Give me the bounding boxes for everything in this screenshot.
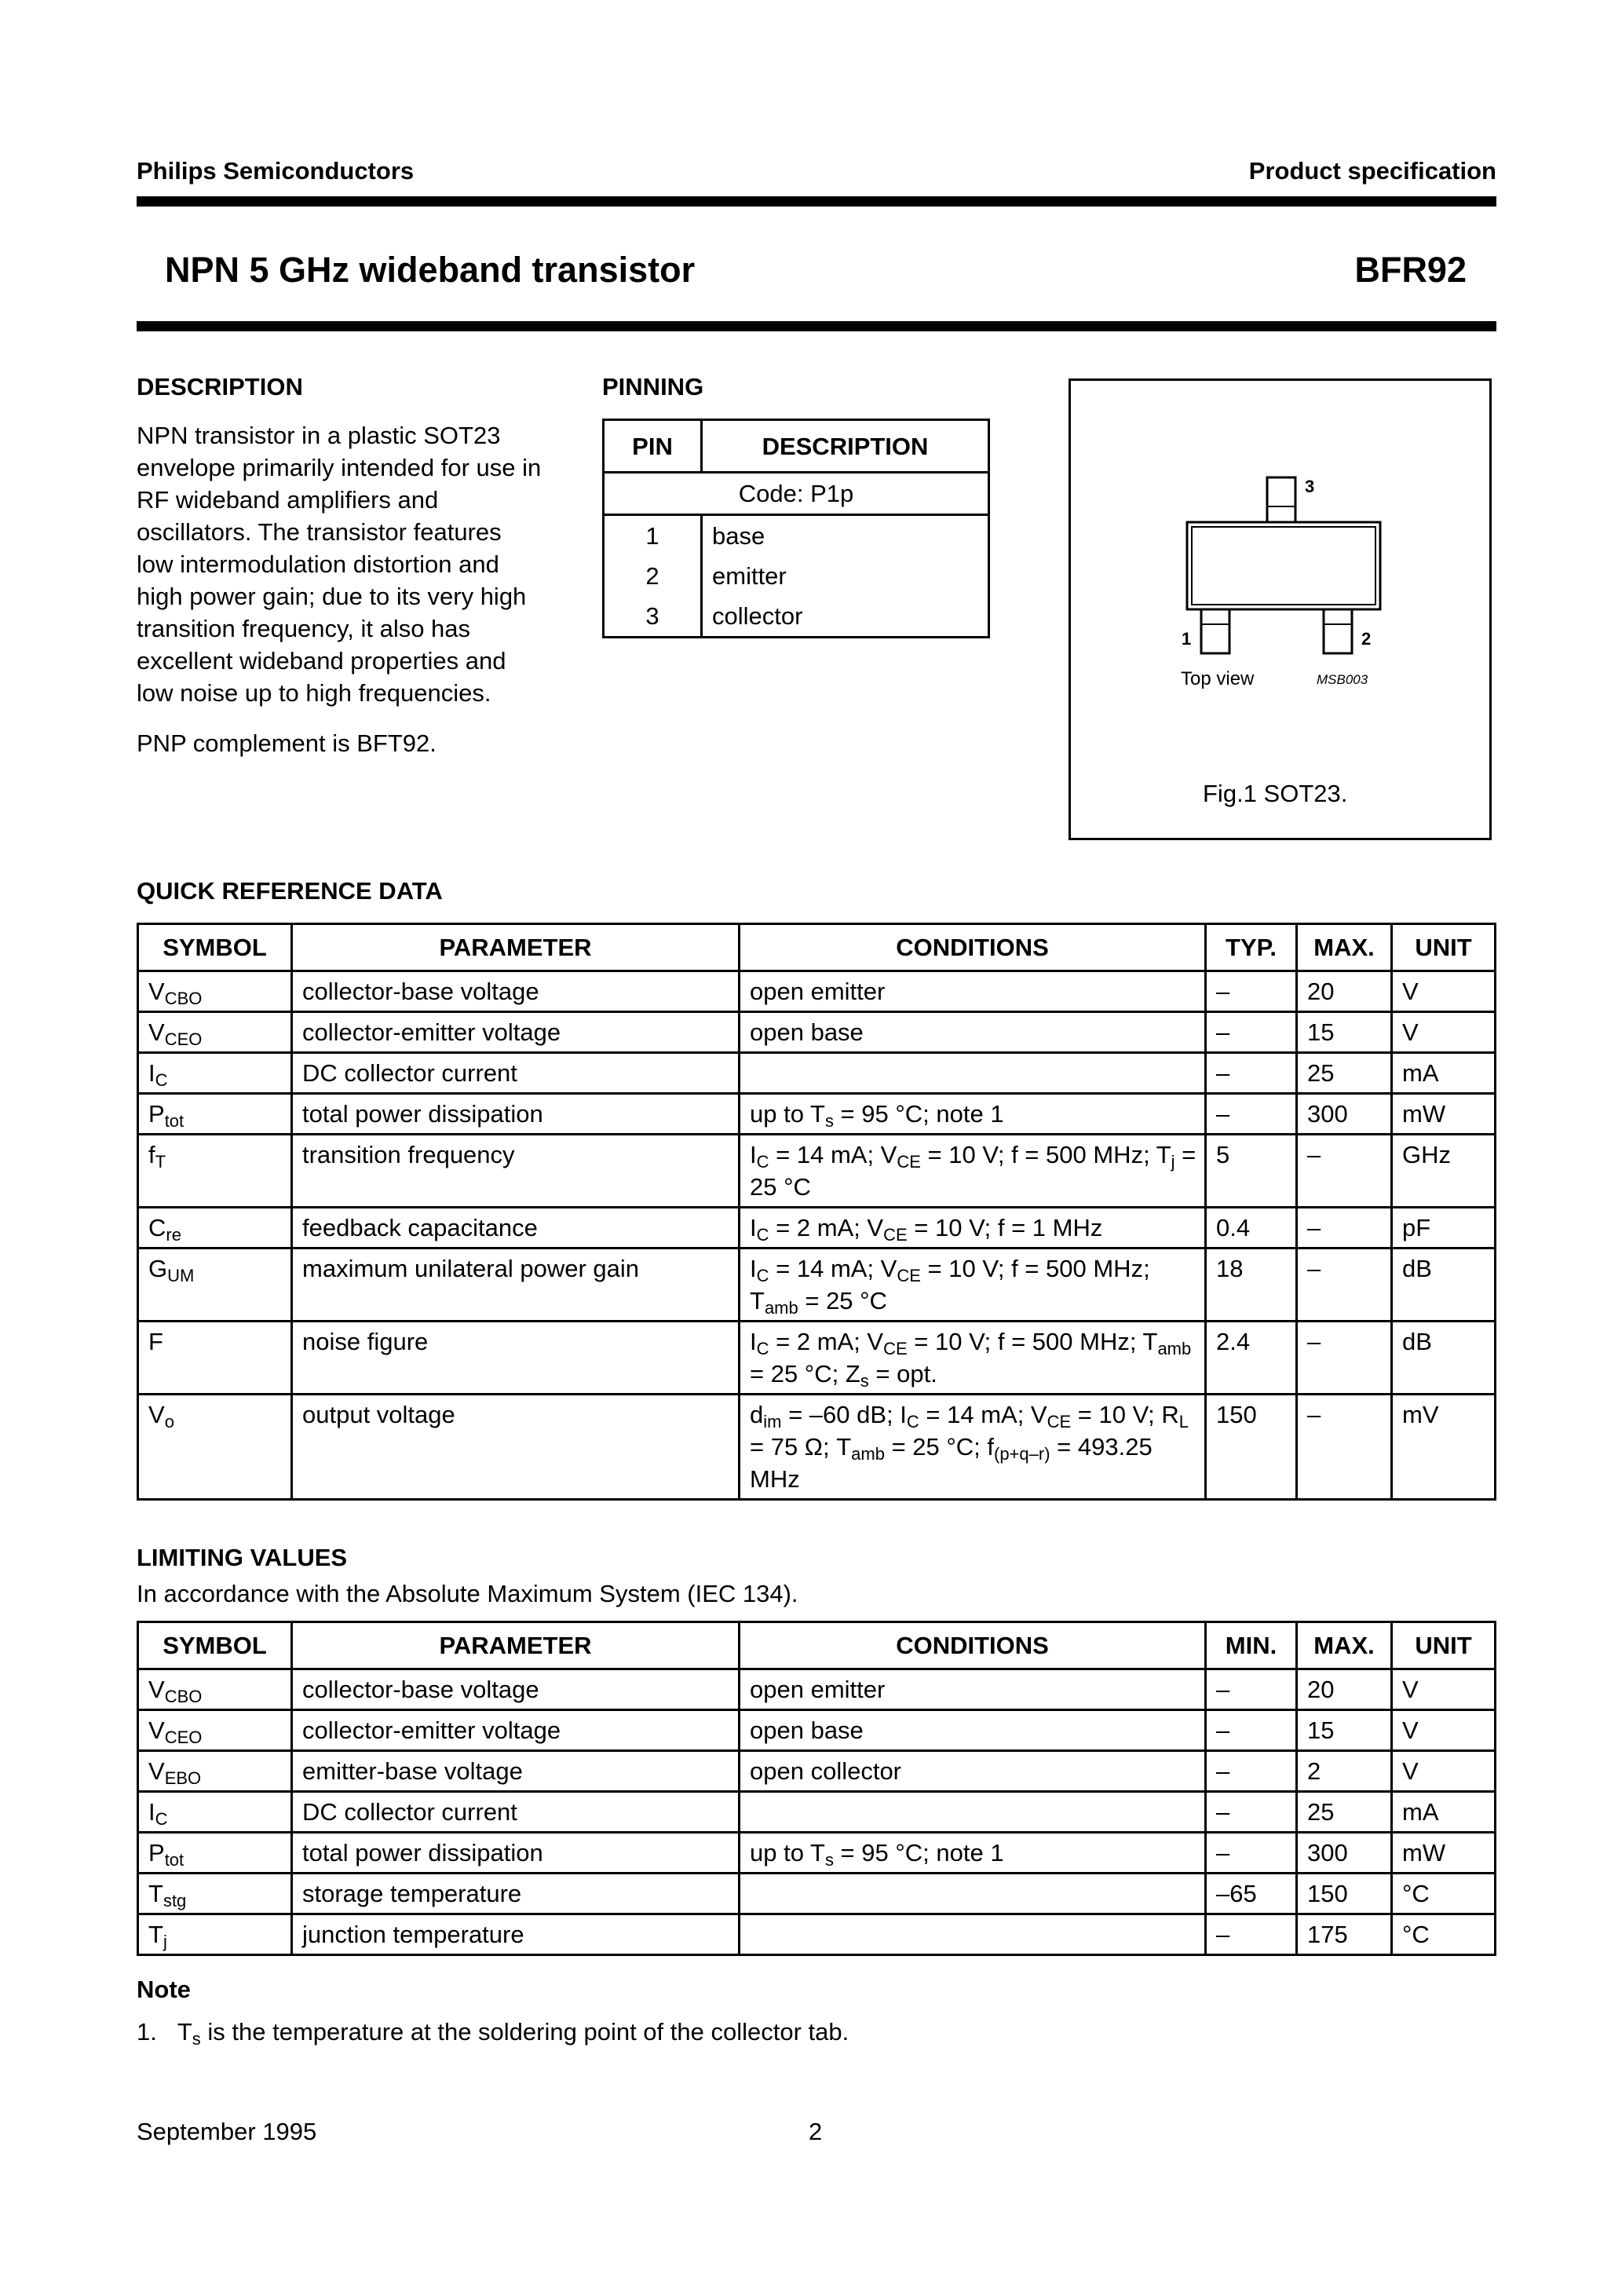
figure-code: MSB003 xyxy=(1317,672,1368,687)
symbol-cell xyxy=(138,1669,292,1710)
pin3-label: 3 xyxy=(1305,477,1315,496)
parameter-cell: DC collector current xyxy=(292,1053,740,1094)
symbol-letter: T xyxy=(148,1880,163,1907)
max-cell: – xyxy=(1297,1395,1392,1500)
symbol-cell xyxy=(138,1094,292,1135)
conditions-cell: up to $T_s = 95$ °C; note 1 xyxy=(740,1094,1206,1135)
description-line: low intermodulation distortion and xyxy=(137,550,499,578)
description-line: excellent wideband properties and xyxy=(137,647,506,675)
parameter-cell: output voltage xyxy=(292,1395,740,1500)
table-row xyxy=(138,1751,1496,1792)
symbol-cell xyxy=(138,1208,292,1249)
unit-cell: V xyxy=(1392,1751,1496,1792)
conditions-cell: $d_{im} = -60$ dB; $I_C = 14$ mA; $V_{CE} = 10$ V; $R_L = 75$ Ω; $T_{amb} = 25$ °C; $f_{(p+q-r)} = 493.25$ MHz xyxy=(740,1395,1206,1500)
table-row xyxy=(138,1135,1496,1208)
figure-caption: Fig.1 SOT23. xyxy=(1203,780,1348,807)
description-col-header: DESCRIPTION xyxy=(702,420,989,473)
pin-description: base xyxy=(702,515,989,557)
typ-col-header: TYP. xyxy=(1206,924,1297,971)
parameter-cell: maximum unilateral power gain xyxy=(292,1249,740,1322)
table-row xyxy=(138,1792,1496,1833)
pinning-code: Code: P1p xyxy=(604,473,989,515)
symbol-letter: F xyxy=(148,1328,163,1355)
max-col-header: MAX. xyxy=(1297,1622,1392,1669)
description-line: high power gain; due to its very high xyxy=(137,583,527,610)
header-rule xyxy=(137,196,1496,207)
symbol-col-header: SYMBOL xyxy=(138,924,292,971)
unit-col-header: UNIT xyxy=(1392,924,1496,971)
page-number: 2 xyxy=(809,2118,823,2145)
doc-type: Product specification xyxy=(1248,157,1496,185)
note-symbol-sub: s xyxy=(192,2029,201,2049)
unit-cell: °C xyxy=(1392,1914,1496,1955)
symbol-subscript: CBO xyxy=(164,1687,203,1706)
max-cell: 15 xyxy=(1297,1012,1392,1053)
min-col-header: MIN. xyxy=(1206,1622,1297,1669)
pin-description: collector xyxy=(702,596,989,638)
symbol-cell xyxy=(138,1792,292,1833)
symbol-subscript: T xyxy=(155,1152,166,1172)
parameter-col-header: PARAMETER xyxy=(292,1622,740,1669)
quick-ref-heading: QUICK REFERENCE DATA xyxy=(137,877,443,905)
unit-cell: V xyxy=(1392,971,1496,1012)
conditions-cell: open base xyxy=(740,1710,1206,1751)
note-heading: Note xyxy=(137,1976,191,2003)
conditions-cell: $I_C = 14$ mA; $V_{CE} = 10$ V; f = 500 MHz; $T_j = 25$ °C xyxy=(740,1135,1206,1208)
table-row xyxy=(138,1833,1496,1874)
max-cell: 15 xyxy=(1297,1710,1392,1751)
max-cell: 2 xyxy=(1297,1751,1392,1792)
symbol-cell xyxy=(138,1012,292,1053)
description-line: transition frequency, it also has xyxy=(137,615,471,642)
description-line: oscillators. The transistor features xyxy=(137,518,502,546)
description-line: RF wideband amplifiers and xyxy=(137,486,439,514)
max-cell: – xyxy=(1297,1135,1392,1208)
parameter-cell: transition frequency xyxy=(292,1135,740,1208)
symbol-letter: T xyxy=(148,1921,163,1948)
parameter-cell: DC collector current xyxy=(292,1792,740,1833)
symbol-letter: P xyxy=(148,1100,165,1128)
pin-col-header: PIN xyxy=(604,420,702,473)
symbol-cell xyxy=(138,1249,292,1322)
symbol-letter: V xyxy=(148,1717,165,1744)
note-symbol: T xyxy=(177,2018,192,2046)
pin-number: 3 xyxy=(604,596,702,638)
conditions-cell: open base xyxy=(740,1012,1206,1053)
note-item xyxy=(137,2016,849,2048)
min-cell: – xyxy=(1206,1669,1297,1710)
symbol-subscript: CBO xyxy=(164,989,203,1008)
symbol-letter: G xyxy=(148,1255,168,1282)
symbol-letter: V xyxy=(148,1018,165,1046)
unit-cell: mW xyxy=(1392,1094,1496,1135)
symbol-cell xyxy=(138,1874,292,1914)
conditions-cell xyxy=(740,1792,1206,1833)
complement-note: PNP complement is BFT92. xyxy=(137,729,437,757)
unit-cell: mA xyxy=(1392,1053,1496,1094)
product-title: NPN 5 GHz wideband transistor xyxy=(165,250,696,290)
table-row xyxy=(138,1669,1496,1710)
symbol-subscript: CEO xyxy=(164,1029,203,1049)
unit-cell: mA xyxy=(1392,1792,1496,1833)
symbol-subscript: EBO xyxy=(164,1768,202,1788)
max-cell: 175 xyxy=(1297,1914,1392,1955)
parameter-cell: noise figure xyxy=(292,1322,740,1395)
symbol-cell xyxy=(138,1751,292,1792)
table-row xyxy=(138,1710,1496,1751)
parameter-cell: junction temperature xyxy=(292,1914,740,1955)
table-row xyxy=(138,1395,1496,1500)
symbol-subscript: o xyxy=(164,1412,174,1431)
pin-number: 2 xyxy=(604,556,702,596)
symbol-cell xyxy=(138,1914,292,1955)
symbol-subscript: j xyxy=(163,1932,167,1951)
typ-cell: – xyxy=(1206,1094,1297,1135)
typ-cell: – xyxy=(1206,971,1297,1012)
min-cell: – xyxy=(1206,1833,1297,1874)
parameter-cell: total power dissipation xyxy=(292,1094,740,1135)
table-row xyxy=(138,1012,1496,1053)
symbol-cell xyxy=(138,971,292,1012)
unit-cell: V xyxy=(1392,1012,1496,1053)
pin-row xyxy=(604,515,989,557)
min-cell: – xyxy=(1206,1710,1297,1751)
table-row xyxy=(138,1914,1496,1955)
typ-cell: 2.4 xyxy=(1206,1322,1297,1395)
symbol-cell xyxy=(138,1833,292,1874)
limiting-table xyxy=(137,1621,1496,1956)
min-cell: – xyxy=(1206,1751,1297,1792)
min-cell: – xyxy=(1206,1914,1297,1955)
max-cell: 25 xyxy=(1297,1053,1392,1094)
symbol-subscript: C xyxy=(155,1809,168,1829)
conditions-cell: open collector xyxy=(740,1751,1206,1792)
typ-cell: – xyxy=(1206,1053,1297,1094)
symbol-subscript: tot xyxy=(164,1850,184,1870)
max-cell: 150 xyxy=(1297,1874,1392,1914)
unit-cell: °C xyxy=(1392,1874,1496,1914)
symbol-letter: V xyxy=(148,1757,165,1785)
conditions-cell xyxy=(740,1874,1206,1914)
unit-cell: pF xyxy=(1392,1208,1496,1249)
description-text xyxy=(137,419,576,709)
limiting-intro: In accordance with the Absolute Maximum System (IEC 134). xyxy=(137,1580,798,1607)
parameter-cell: collector-base voltage xyxy=(292,971,740,1012)
min-cell: –65 xyxy=(1206,1874,1297,1914)
max-cell: 300 xyxy=(1297,1833,1392,1874)
parameter-cell: total power dissipation xyxy=(292,1833,740,1874)
max-cell: – xyxy=(1297,1208,1392,1249)
description-heading: DESCRIPTION xyxy=(137,373,303,400)
table-row xyxy=(138,1053,1496,1094)
conditions-cell: $I_C = 2$ mA; $V_{CE} = 10$ V; f = 500 MHz; $T_{amb} = 25$ °C; $Z_s$ = opt. xyxy=(740,1322,1206,1395)
parameter-cell: collector-emitter voltage xyxy=(292,1710,740,1751)
quick-ref-table xyxy=(137,923,1496,1501)
conditions-cell: $I_C = 2$ mA; $V_{CE} = 10$ V; f = 1 MHz xyxy=(740,1208,1206,1249)
sot23-figure xyxy=(1069,378,1492,840)
company-name: Philips Semiconductors xyxy=(137,157,415,185)
pin1-label: 1 xyxy=(1182,629,1192,649)
conditions-col-header: CONDITIONS xyxy=(740,924,1206,971)
symbol-subscript: stg xyxy=(163,1891,187,1910)
pin-row xyxy=(604,556,989,596)
symbol-cell xyxy=(138,1710,292,1751)
description-line: low noise up to high frequencies. xyxy=(137,679,491,707)
unit-cell: dB xyxy=(1392,1249,1496,1322)
max-cell: 20 xyxy=(1297,971,1392,1012)
top-view-label: Top view xyxy=(1181,668,1255,689)
max-col-header: MAX. xyxy=(1297,924,1392,971)
note-number: 1. xyxy=(137,2018,157,2046)
limiting-heading: LIMITING VALUES xyxy=(137,1544,348,1571)
title-rule xyxy=(137,321,1496,331)
symbol-letter: V xyxy=(148,1401,165,1428)
pinning-table xyxy=(602,419,990,638)
table-row xyxy=(138,1208,1496,1249)
parameter-col-header: PARAMETER xyxy=(292,924,740,971)
conditions-cell: open emitter xyxy=(740,971,1206,1012)
pin-row xyxy=(604,596,989,638)
unit-cell: V xyxy=(1392,1669,1496,1710)
symbol-cell xyxy=(138,1053,292,1094)
typ-cell: 150 xyxy=(1206,1395,1297,1500)
max-cell: 20 xyxy=(1297,1669,1392,1710)
table-row xyxy=(138,1094,1496,1135)
conditions-cell: $I_C = 14$ mA; $V_{CE} = 10$ V; f = 500 MHz; $T_{amb} = 25$ °C xyxy=(740,1249,1206,1322)
symbol-letter: V xyxy=(148,978,165,1005)
typ-cell: – xyxy=(1206,1012,1297,1053)
conditions-cell: open emitter xyxy=(740,1669,1206,1710)
pin-number: 1 xyxy=(604,515,702,557)
symbol-cell xyxy=(138,1135,292,1208)
symbol-letter: V xyxy=(148,1676,165,1703)
parameter-cell: storage temperature xyxy=(292,1874,740,1914)
parameter-cell: emitter-base voltage xyxy=(292,1751,740,1792)
table-row xyxy=(138,1322,1496,1395)
symbol-subscript: UM xyxy=(167,1266,195,1285)
max-cell: – xyxy=(1297,1249,1392,1322)
symbol-cell xyxy=(138,1395,292,1500)
part-number: BFR92 xyxy=(1354,250,1467,290)
conditions-cell xyxy=(740,1914,1206,1955)
note-text: is the temperature at the soldering point of the collector tab. xyxy=(200,2018,849,2046)
table-row xyxy=(138,1874,1496,1914)
min-cell: – xyxy=(1206,1792,1297,1833)
unit-cell: V xyxy=(1392,1710,1496,1751)
symbol-letter: I xyxy=(148,1798,155,1826)
symbol-subscript: CEO xyxy=(164,1727,203,1747)
table-row xyxy=(138,1249,1496,1322)
conditions-cell: up to $T_s = 95$ °C; note 1 xyxy=(740,1833,1206,1874)
parameter-cell: feedback capacitance xyxy=(292,1208,740,1249)
unit-cell: dB xyxy=(1392,1322,1496,1395)
max-cell: – xyxy=(1297,1322,1392,1395)
symbol-cell xyxy=(138,1322,292,1395)
table-row xyxy=(138,971,1496,1012)
parameter-cell: collector-base voltage xyxy=(292,1669,740,1710)
typ-cell: 5 xyxy=(1206,1135,1297,1208)
sot23-package-diagram xyxy=(1071,381,1489,718)
symbol-col-header: SYMBOL xyxy=(138,1622,292,1669)
typ-cell: 18 xyxy=(1206,1249,1297,1322)
pin2-label: 2 xyxy=(1361,629,1372,649)
unit-col-header: UNIT xyxy=(1392,1622,1496,1669)
symbol-letter: I xyxy=(148,1059,155,1087)
conditions-cell xyxy=(740,1053,1206,1094)
max-cell: 25 xyxy=(1297,1792,1392,1833)
conditions-col-header: CONDITIONS xyxy=(740,1622,1206,1669)
symbol-letter: C xyxy=(148,1214,166,1241)
symbol-letter: P xyxy=(148,1839,165,1866)
max-cell: 300 xyxy=(1297,1094,1392,1135)
description-line: NPN transistor in a plastic SOT23 xyxy=(137,422,501,449)
parameter-cell: collector-emitter voltage xyxy=(292,1012,740,1053)
symbol-subscript: re xyxy=(166,1225,181,1245)
typ-cell: 0.4 xyxy=(1206,1208,1297,1249)
footer-date: September 1995 xyxy=(137,2118,317,2145)
pinning-heading: PINNING xyxy=(602,373,704,400)
symbol-letter: f xyxy=(148,1141,155,1168)
unit-cell: mV xyxy=(1392,1395,1496,1500)
symbol-subscript: tot xyxy=(164,1111,184,1131)
unit-cell: mW xyxy=(1392,1833,1496,1874)
symbol-subscript: C xyxy=(155,1070,168,1090)
unit-cell: GHz xyxy=(1392,1135,1496,1208)
description-line: envelope primarily intended for use in xyxy=(137,454,542,481)
pin-description: emitter xyxy=(702,556,989,596)
